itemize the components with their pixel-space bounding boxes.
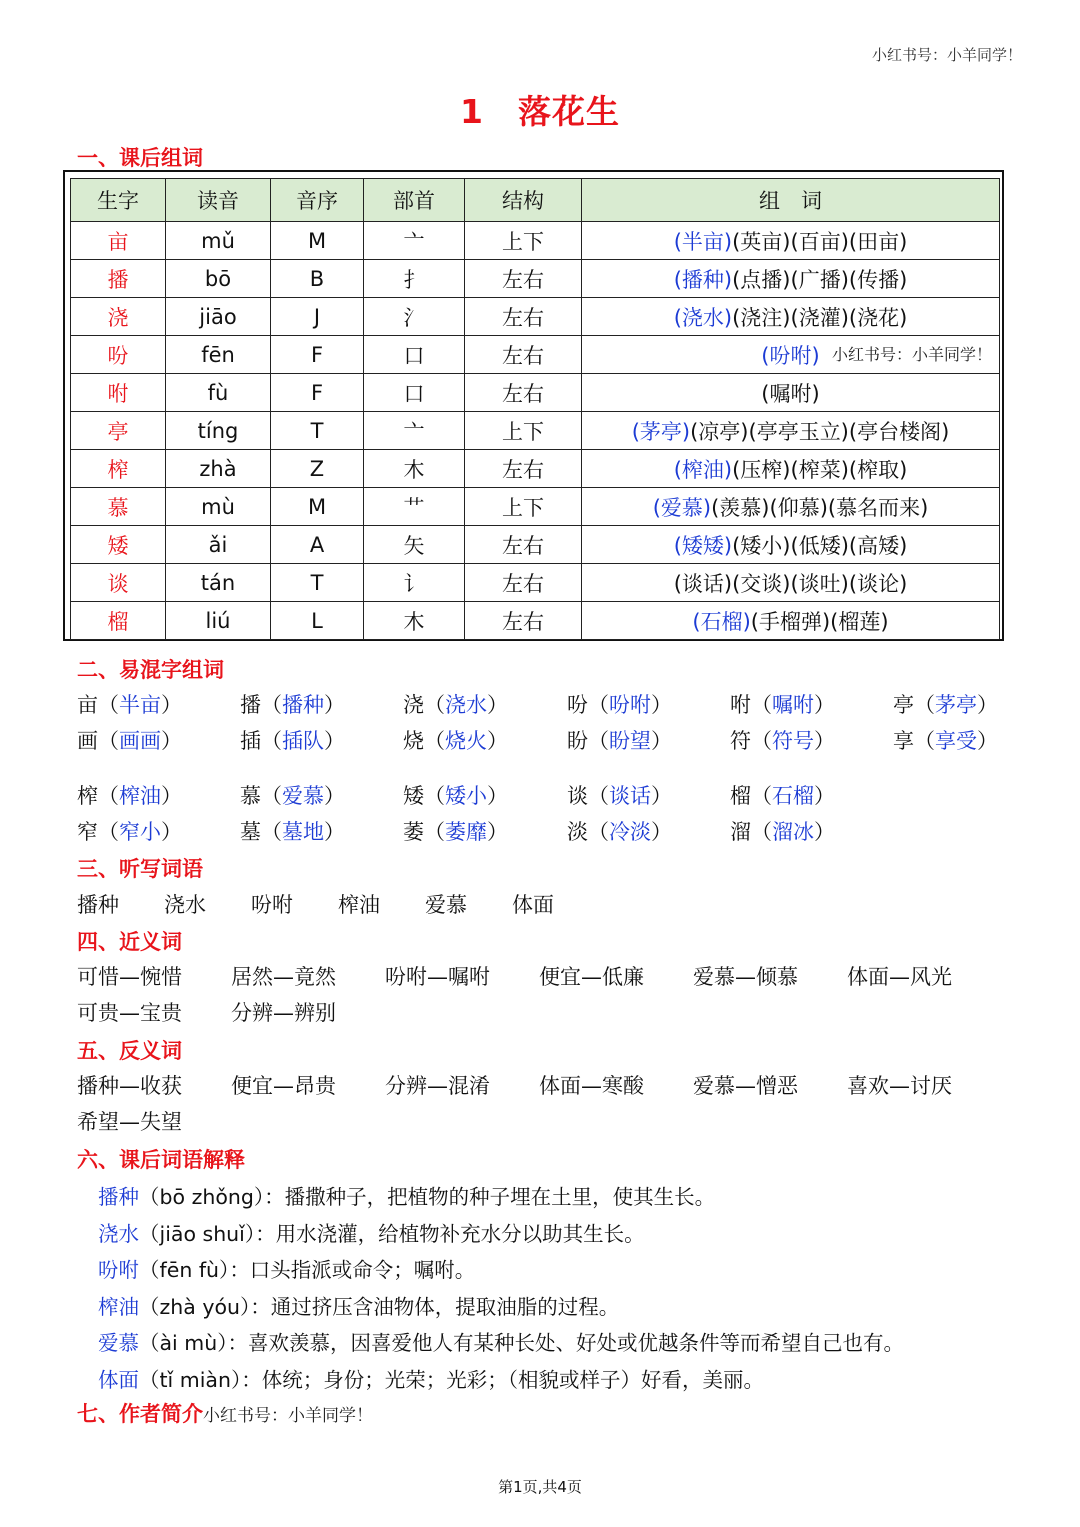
confusing-row <box>77 725 1057 755</box>
confusing-word: 墓地 <box>282 820 324 844</box>
paren-close: ） <box>651 784 672 808</box>
confusing-word: 萎靡 <box>445 820 487 844</box>
definition-item <box>98 1363 764 1393</box>
words-cell <box>582 412 1000 450</box>
pinyin-cell: liú <box>166 602 271 640</box>
table-header-cell: 生字 <box>71 179 166 222</box>
dictation-word: 爱慕 <box>425 893 467 917</box>
antonym-pair: 体面—寒酸 <box>539 1074 644 1098</box>
paren-open: （ <box>424 693 445 717</box>
table-header-cell: 部首 <box>364 179 465 222</box>
confusing-char: 烧 <box>403 729 424 753</box>
watermark-table: 小红书号：小羊同学！ <box>832 345 993 364</box>
confusing-char: 谈 <box>567 784 588 808</box>
table-header-cell: 结构 <box>465 179 582 222</box>
paren-close: ） <box>651 820 672 844</box>
primary-word: (石榴) <box>692 609 751 634</box>
confusing-char: 咐 <box>730 693 751 717</box>
dictation-word: 播种 <box>77 893 119 917</box>
definition-item <box>98 1290 619 1320</box>
definition-word: 吩咐 <box>98 1258 139 1282</box>
structure-cell: 左右 <box>465 336 582 374</box>
words-cell <box>582 298 1000 336</box>
confusing-item <box>730 725 835 755</box>
pinyin-cell: tán <box>166 564 271 602</box>
definition-pinyin: （jiāo shuǐ） <box>139 1221 256 1246</box>
confusing-char: 矮 <box>403 784 424 808</box>
confusing-word: 矮小 <box>445 784 487 808</box>
primary-word: (爱慕) <box>652 495 712 520</box>
confusing-char: 播 <box>240 693 261 717</box>
paren-close: ） <box>324 820 345 844</box>
other-words: (压榨)(榨菜)(榨取) <box>732 457 908 482</box>
confusing-word: 谈话 <box>609 784 651 808</box>
paren-open: （ <box>424 784 445 808</box>
confusing-word: 半亩 <box>119 693 161 717</box>
structure-cell: 左右 <box>465 260 582 298</box>
confusing-word: 符号 <box>772 729 814 753</box>
primary-word: (矮矮) <box>673 533 733 558</box>
radical-cell: 木 <box>364 450 465 488</box>
confusing-word: 烧火 <box>445 729 487 753</box>
words-cell <box>582 564 1000 602</box>
paren-close: ） <box>324 784 345 808</box>
synonym-pair: 可贵—宝贵 <box>77 1001 182 1025</box>
section-heading-antonyms: 五、反义词 <box>77 1039 182 1063</box>
antonym-pair: 爱慕—憎恶 <box>693 1074 798 1098</box>
confusing-item <box>240 725 345 755</box>
index-cell: F <box>271 374 364 412</box>
paren-close: ） <box>487 729 508 753</box>
antonym-pair: 便宜—昂贵 <box>231 1074 336 1098</box>
confusing-row <box>77 816 1057 846</box>
primary-word: (茅亭) <box>631 419 691 444</box>
confusing-char: 插 <box>240 729 261 753</box>
paren-open: （ <box>914 693 935 717</box>
confusing-word: 爱慕 <box>282 784 324 808</box>
index-cell: M <box>271 222 364 260</box>
table-row <box>71 526 1000 564</box>
words-cell <box>582 260 1000 298</box>
structure-cell: 上下 <box>465 412 582 450</box>
confusing-item <box>893 689 998 719</box>
radical-cell: 木 <box>364 602 465 640</box>
synonym-pair: 分辨—辨别 <box>231 1001 336 1025</box>
dictation-word: 榨油 <box>338 893 380 917</box>
paren-open: （ <box>588 693 609 717</box>
paren-close: ） <box>161 693 182 717</box>
confusing-item <box>77 689 182 719</box>
radical-cell: 扌 <box>364 260 465 298</box>
char-cell: 矮 <box>71 526 166 564</box>
paren-close: ） <box>324 693 345 717</box>
confusing-char: 符 <box>730 729 751 753</box>
synonym-pair: 体面—风光 <box>847 965 952 989</box>
watermark-author: 小红书号：小羊同学！ <box>203 1406 373 1426</box>
radical-cell: 艹 <box>364 488 465 526</box>
definition-word: 浇水 <box>98 1221 139 1246</box>
paren-open: （ <box>261 820 282 844</box>
page-title <box>0 86 1080 133</box>
paren-close: ） <box>324 729 345 753</box>
definition-item <box>98 1253 475 1283</box>
radical-cell: 讠 <box>364 564 465 602</box>
definition-pinyin: （bō zhǒng） <box>139 1185 265 1209</box>
table-row <box>71 488 1000 526</box>
words-cell <box>582 222 1000 260</box>
paren-open: （ <box>98 693 119 717</box>
structure-cell: 左右 <box>465 564 582 602</box>
paren-close: ） <box>814 820 835 844</box>
section-heading-dictation: 三、听写词语 <box>77 857 203 881</box>
table-header-cell: 组 词 <box>582 179 1000 222</box>
table-row <box>71 412 1000 450</box>
primary-word: (播种) <box>673 267 733 292</box>
paren-open: （ <box>751 693 772 717</box>
confusing-word: 盼望 <box>609 729 651 753</box>
definition-text: ：体统；身份；光荣；光彩；（相貌或样子）好看，美丽。 <box>241 1367 764 1392</box>
paren-close: ） <box>161 729 182 753</box>
paren-close: ） <box>487 820 508 844</box>
confusing-item <box>403 689 508 719</box>
paren-open: （ <box>261 729 282 753</box>
structure-cell: 左右 <box>465 374 582 412</box>
radical-cell: 亠 <box>364 412 465 450</box>
synonym-pair: 爱慕—倾慕 <box>693 965 798 989</box>
paren-close: ） <box>814 729 835 753</box>
confusing-item <box>730 780 835 810</box>
confusing-item <box>240 780 345 810</box>
confusing-word: 画画 <box>119 729 161 753</box>
primary-word: (榨油) <box>673 457 733 482</box>
char-cell: 吩 <box>71 336 166 374</box>
confusing-item <box>730 689 835 719</box>
confusing-item <box>77 816 182 846</box>
confusing-item <box>403 780 508 810</box>
synonym-pair: 便宜—低廉 <box>539 965 644 989</box>
char-cell: 亭 <box>71 412 166 450</box>
definition-word: 体面 <box>98 1367 139 1392</box>
paren-close: ） <box>814 784 835 808</box>
paren-close: ） <box>161 784 182 808</box>
pinyin-cell: mù <box>166 488 271 526</box>
definition-pinyin: （fēn fù） <box>139 1258 230 1282</box>
paren-open: （ <box>98 784 119 808</box>
definition-text: ：通过挤压含油物体，提取油脂的过程。 <box>250 1294 620 1319</box>
definition-text: ：播撒种子，把植物的种子埋在土里，使其生长。 <box>264 1185 716 1209</box>
confusing-char: 墓 <box>240 820 261 844</box>
confusing-word: 嘱咐 <box>772 693 814 717</box>
confusing-char: 榴 <box>730 784 751 808</box>
confusing-word: 榨油 <box>119 784 161 808</box>
paren-open: （ <box>98 820 119 844</box>
table-row <box>71 222 1000 260</box>
confusing-row <box>77 689 1057 719</box>
confusing-row <box>77 780 1057 810</box>
words-cell <box>582 450 1000 488</box>
confusing-word: 插队 <box>282 729 324 753</box>
section-heading-confusing: 二、易混字组词 <box>77 658 224 682</box>
confusing-char: 吩 <box>567 693 588 717</box>
definition-word: 播种 <box>98 1185 139 1209</box>
pinyin-cell: jiāo <box>166 298 271 336</box>
structure-cell: 上下 <box>465 222 582 260</box>
section-heading-definitions: 六、课后词语解释 <box>77 1148 245 1172</box>
radical-cell: 口 <box>364 336 465 374</box>
index-cell: B <box>271 260 364 298</box>
dictation-word: 吩咐 <box>251 893 293 917</box>
antonym-pair: 希望—失望 <box>77 1110 182 1134</box>
index-cell: F <box>271 336 364 374</box>
definition-pinyin: （ài mù） <box>139 1331 228 1355</box>
index-cell: J <box>271 298 364 336</box>
paren-close: ） <box>977 693 998 717</box>
index-cell: A <box>271 526 364 564</box>
primary-word: (浇水) <box>673 305 733 330</box>
lesson-title: 落花生 <box>517 92 620 131</box>
radical-cell: 亠 <box>364 222 465 260</box>
confusing-char: 画 <box>77 729 98 753</box>
confusing-word: 吩咐 <box>609 693 651 717</box>
radical-cell: 矢 <box>364 526 465 564</box>
paren-open: （ <box>751 820 772 844</box>
confusing-char: 溜 <box>730 820 751 844</box>
pinyin-cell: bō <box>166 260 271 298</box>
synonym-row <box>77 997 1057 1027</box>
other-words: (谈话)(交谈)(谈吐)(谈论) <box>673 571 908 596</box>
paren-open: （ <box>751 784 772 808</box>
char-cell: 慕 <box>71 488 166 526</box>
paren-close: ） <box>977 729 998 753</box>
definition-item <box>98 1180 715 1210</box>
pinyin-cell: ǎi <box>166 526 271 564</box>
antonym-pair: 喜欢—讨厌 <box>847 1074 952 1098</box>
paren-open: （ <box>914 729 935 753</box>
char-cell: 浇 <box>71 298 166 336</box>
table-header-row <box>71 179 1000 222</box>
confusing-char: 窄 <box>77 820 98 844</box>
confusing-item <box>77 725 182 755</box>
paren-open: （ <box>424 729 445 753</box>
confusing-char: 慕 <box>240 784 261 808</box>
definition-pinyin: （tǐ miàn） <box>139 1367 242 1392</box>
confusing-item <box>567 816 672 846</box>
primary-word: (半亩) <box>673 229 733 254</box>
confusing-item <box>567 725 672 755</box>
other-words: (矮小)(低矮)(高矮) <box>732 533 908 558</box>
confusing-char: 浇 <box>403 693 424 717</box>
other-words: (浇注)(浇灌)(浇花) <box>732 305 908 330</box>
paren-close: ） <box>814 693 835 717</box>
index-cell: Z <box>271 450 364 488</box>
watermark-top: 小红书号：小羊同学！ <box>871 46 1022 64</box>
index-cell: L <box>271 602 364 640</box>
words-cell <box>582 602 1000 640</box>
other-words: (嘱咐) <box>761 381 820 406</box>
words-cell <box>582 526 1000 564</box>
confusing-item <box>240 816 345 846</box>
synonym-pair: 可惜—惋惜 <box>77 965 182 989</box>
char-cell: 谈 <box>71 564 166 602</box>
confusing-char: 亭 <box>893 693 914 717</box>
confusing-item <box>567 689 672 719</box>
vocab-table <box>70 178 1000 640</box>
confusing-item <box>240 689 345 719</box>
paren-open: （ <box>588 820 609 844</box>
words-cell <box>582 336 1000 374</box>
structure-cell: 左右 <box>465 526 582 564</box>
confusing-char: 亩 <box>77 693 98 717</box>
radical-cell: 口 <box>364 374 465 412</box>
author-heading-text: 七、作者简介 <box>77 1402 203 1426</box>
words-cell <box>582 374 1000 412</box>
section-heading-author <box>77 1398 373 1428</box>
definition-pinyin: （zhà yóu） <box>139 1294 251 1319</box>
other-words: (凉亭)(亭亭玉立)(亭台楼阁) <box>690 419 950 444</box>
definition-word: 爱慕 <box>98 1331 139 1355</box>
confusing-char: 榨 <box>77 784 98 808</box>
radical-cell: 氵 <box>364 298 465 336</box>
other-words: (点播)(广播)(传播) <box>732 267 908 292</box>
confusing-item <box>403 725 508 755</box>
structure-cell: 上下 <box>465 488 582 526</box>
index-cell: M <box>271 488 364 526</box>
paren-close: ） <box>651 693 672 717</box>
antonym-pair: 播种—收获 <box>77 1074 182 1098</box>
synonym-row <box>77 961 1057 991</box>
definition-item <box>98 1217 645 1247</box>
structure-cell: 左右 <box>465 298 582 336</box>
definition-text: ：喜欢羡慕，因喜爱他人有某种长处、好处或优越条件等而希望自己也有。 <box>227 1331 904 1355</box>
paren-open: （ <box>261 784 282 808</box>
char-cell: 榴 <box>71 602 166 640</box>
synonym-pair: 吩咐—嘱咐 <box>385 965 490 989</box>
dictation-list <box>77 889 977 919</box>
paren-open: （ <box>751 729 772 753</box>
section-heading-synonyms: 四、近义词 <box>77 930 182 954</box>
table-header-cell: 读音 <box>166 179 271 222</box>
dictation-word: 体面 <box>512 893 554 917</box>
synonym-pair: 居然—竟然 <box>231 965 336 989</box>
index-cell: T <box>271 412 364 450</box>
paren-close: ） <box>161 820 182 844</box>
confusing-item <box>77 780 182 810</box>
confusing-item <box>893 725 998 755</box>
section-heading-vocab: 一、课后组词 <box>77 146 203 170</box>
confusing-item <box>730 816 835 846</box>
pinyin-cell: mǔ <box>166 222 271 260</box>
confusing-word: 浇水 <box>445 693 487 717</box>
table-row <box>71 374 1000 412</box>
confusing-word: 茅亭 <box>935 693 977 717</box>
paren-open: （ <box>588 729 609 753</box>
char-cell: 亩 <box>71 222 166 260</box>
confusing-char: 萎 <box>403 820 424 844</box>
confusing-word: 溜冰 <box>772 820 814 844</box>
char-cell: 榨 <box>71 450 166 488</box>
definition-text: ：口头指派或命令；嘱咐。 <box>229 1258 476 1282</box>
definition-item <box>98 1326 904 1356</box>
primary-word: (吩咐) <box>761 343 820 368</box>
antonym-row <box>77 1070 1057 1100</box>
confusing-word: 窄小 <box>119 820 161 844</box>
table-row <box>71 564 1000 602</box>
lesson-number: 1 <box>460 92 484 131</box>
pinyin-cell: fù <box>166 374 271 412</box>
paren-open: （ <box>98 729 119 753</box>
paren-open: （ <box>588 784 609 808</box>
confusing-char: 淡 <box>567 820 588 844</box>
definition-word: 榨油 <box>98 1294 139 1319</box>
char-cell: 咐 <box>71 374 166 412</box>
char-cell: 播 <box>71 260 166 298</box>
confusing-word: 石榴 <box>772 784 814 808</box>
paren-open: （ <box>261 693 282 717</box>
table-row <box>71 602 1000 640</box>
table-row <box>71 298 1000 336</box>
definition-list <box>98 1180 1058 1400</box>
antonym-pair: 分辨—混淆 <box>385 1074 490 1098</box>
dictation-word: 浇水 <box>164 893 206 917</box>
confusing-char: 享 <box>893 729 914 753</box>
table-row <box>71 260 1000 298</box>
other-words: (羡慕)(仰慕)(慕名而来) <box>711 495 929 520</box>
table-header-cell: 音序 <box>271 179 364 222</box>
structure-cell: 左右 <box>465 450 582 488</box>
index-cell: T <box>271 564 364 602</box>
structure-cell: 左右 <box>465 602 582 640</box>
other-words: (手榴弹)(榴莲) <box>750 609 889 634</box>
other-words: (英亩)(百亩)(田亩) <box>732 229 908 254</box>
confusing-char: 盼 <box>567 729 588 753</box>
table-row <box>71 450 1000 488</box>
confusing-word: 享受 <box>935 729 977 753</box>
paren-close: ） <box>651 729 672 753</box>
paren-close: ） <box>487 693 508 717</box>
pinyin-cell: zhà <box>166 450 271 488</box>
page-footer: 第1页,共4页 <box>498 1478 582 1496</box>
paren-close: ） <box>487 784 508 808</box>
paren-open: （ <box>424 820 445 844</box>
confusing-word: 播种 <box>282 693 324 717</box>
antonym-row <box>77 1106 1057 1136</box>
pinyin-cell: fēn <box>166 336 271 374</box>
words-cell <box>582 488 1000 526</box>
definition-text: ：用水浇灌，给植物补充水分以助其生长。 <box>255 1221 645 1246</box>
confusing-word: 冷淡 <box>609 820 651 844</box>
table-row <box>71 336 1000 374</box>
confusing-item <box>403 816 508 846</box>
pinyin-cell: tíng <box>166 412 271 450</box>
confusing-item <box>567 780 672 810</box>
